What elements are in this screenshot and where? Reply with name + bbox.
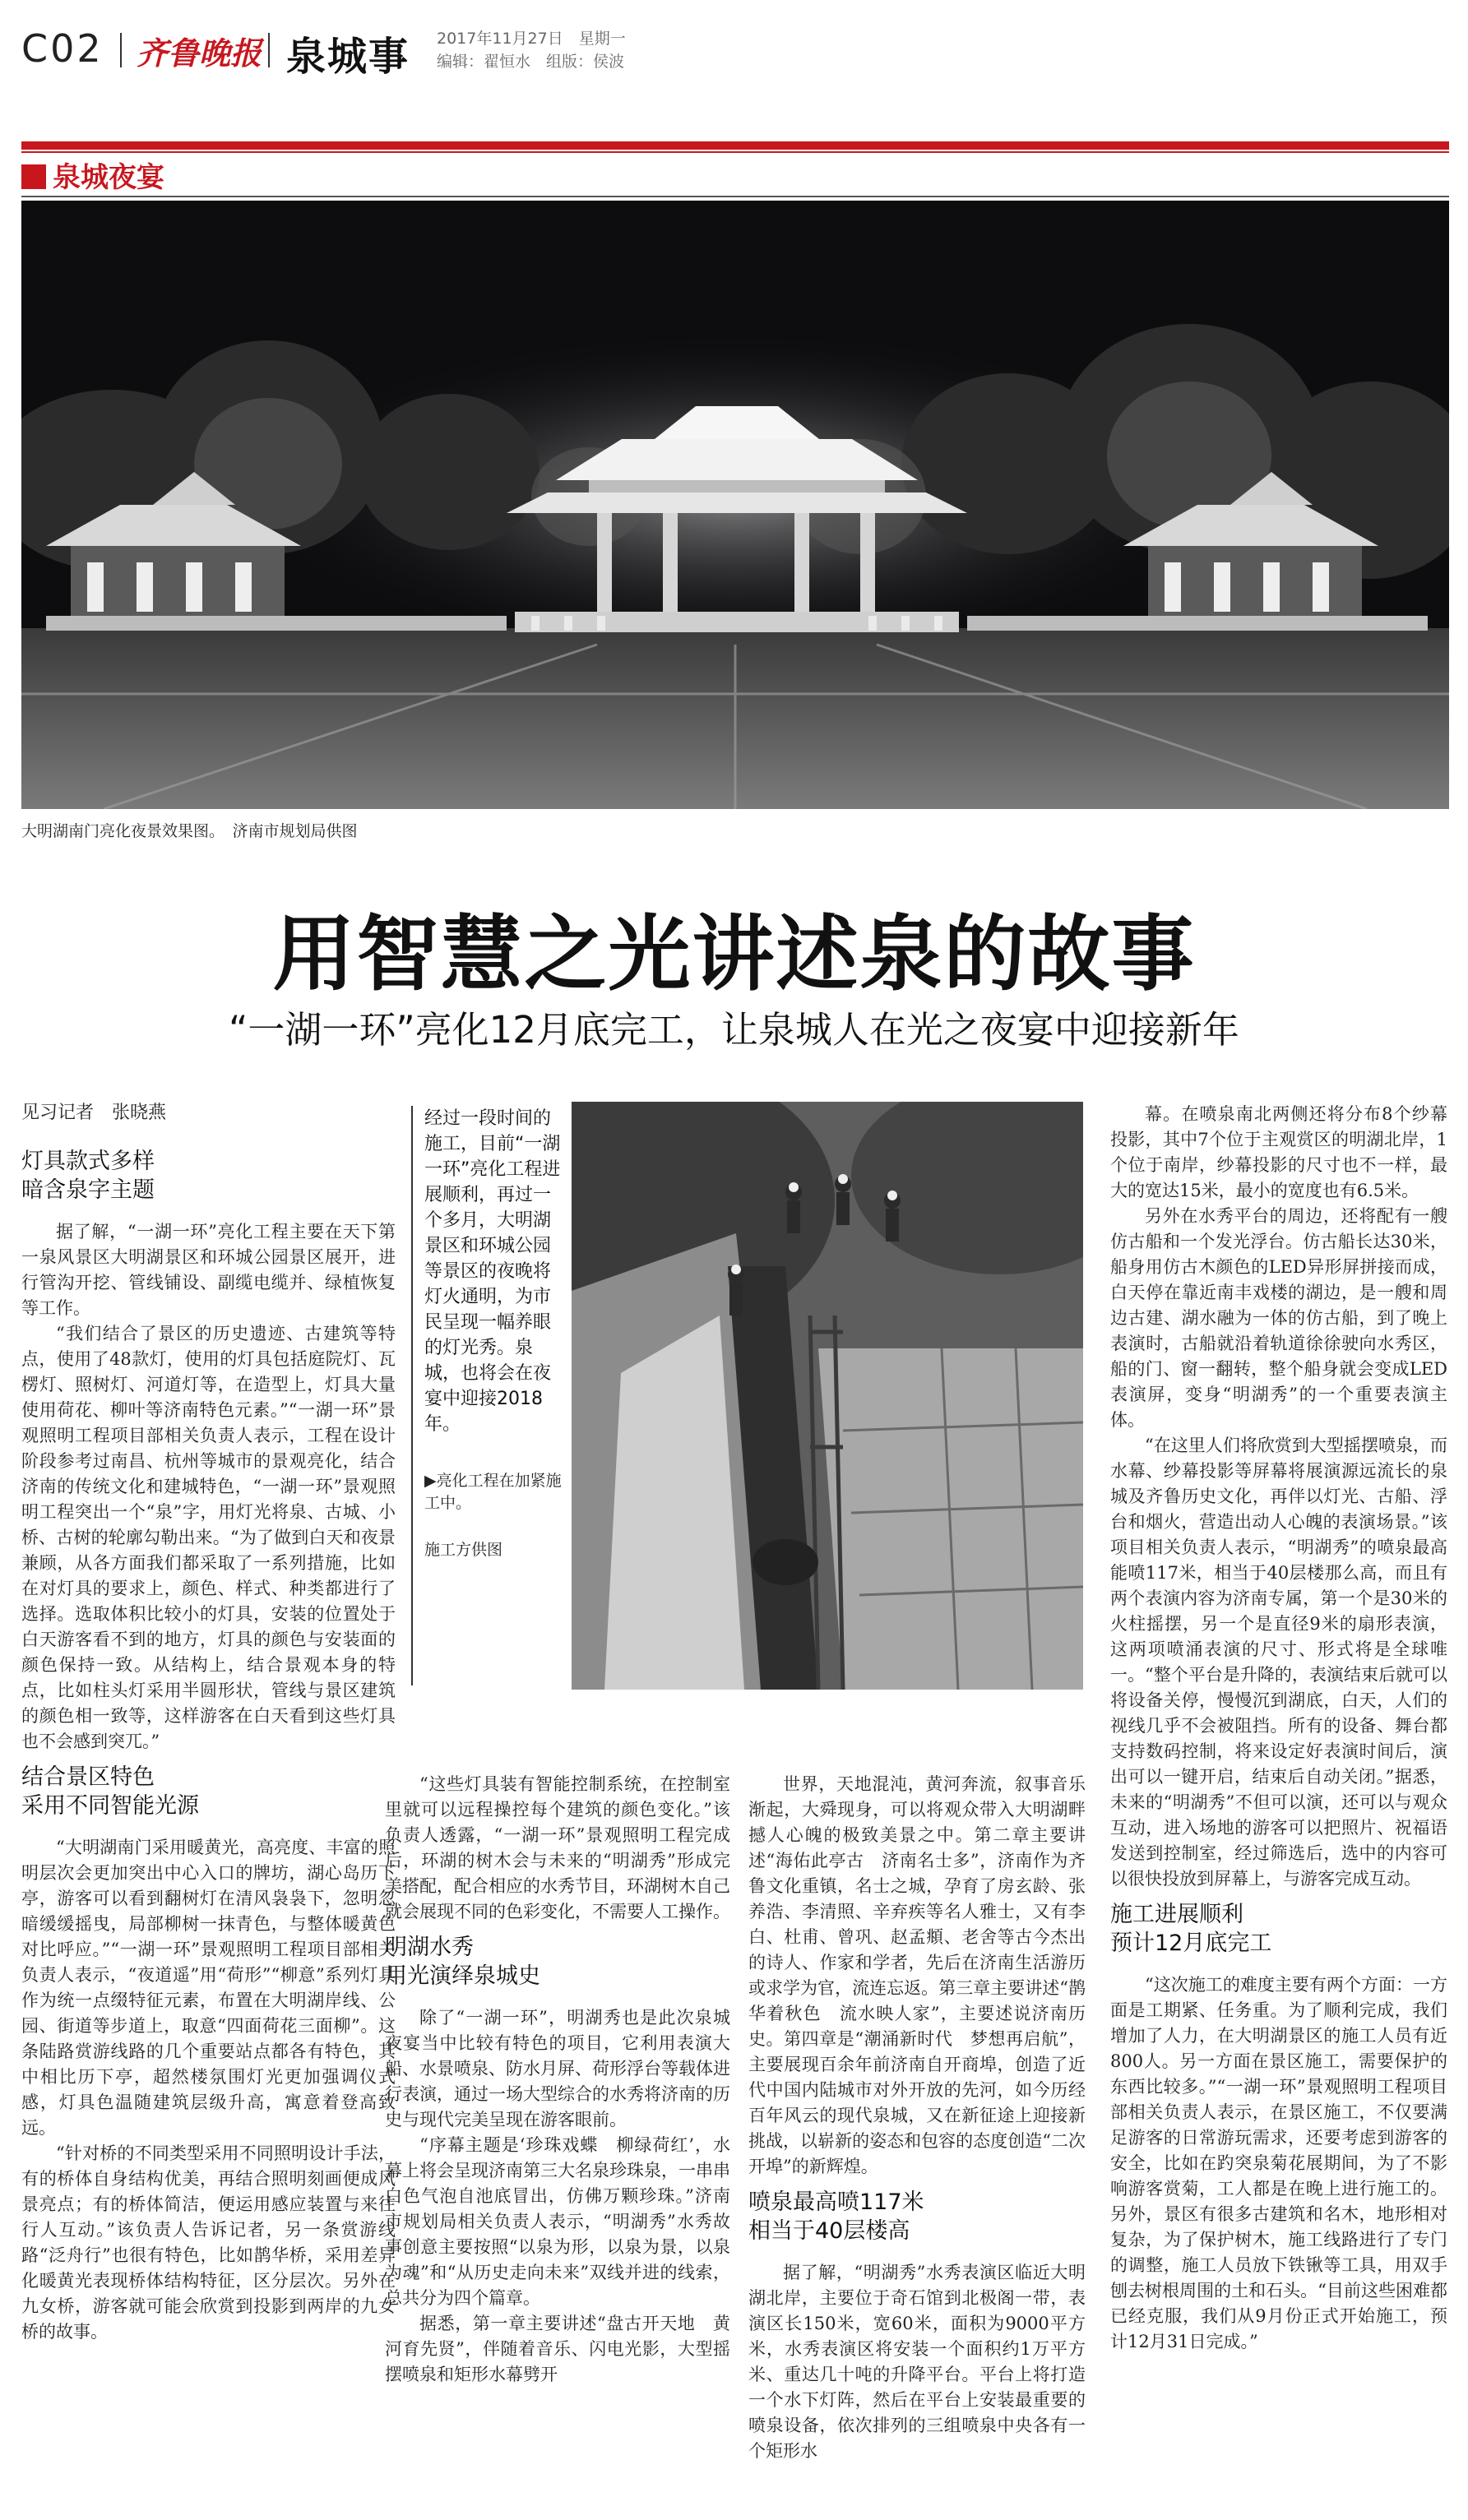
photo-credit: 施工方供图	[424, 1541, 503, 1559]
byline: 见习记者 张晓燕	[21, 1103, 167, 1123]
hero-caption: 大明湖南门亮化夜景效果图。 济南市规划局供图	[21, 822, 358, 840]
section-subtitle: 结合景区特色 采用不同智能光源	[21, 1764, 199, 1819]
lede-box	[411, 1106, 563, 1685]
section-subtitle: 施工进展顺利 预计12月底完工	[1110, 1902, 1272, 1956]
body-paragraph: “这次施工的难度主要有两个方面：一方面是工期紧、任务重。为了顺利完成，我们增加了人力，在大明湖景区的施工人员有近800人。另一方面在景区施工，需要保护的东西比较多。”“一湖一环”景观照明工程项目部相关负责人表示，在景区施工，不仅要满足游客的日常游玩需求，还要考虑到游客的安全，比如在趵突泉菊花展期间，为了不影响游客赏菊，工人都是在晚上进行施工的。另外，景区有很多古建筑和名木，地形相对复杂，为了保护树木，施工线路进行了专门的调整，施工人员放下铁锹等工具，用双手刨去树根周围的土和石头。“目前这些困难都已经克服，我们从9月份正式开始施工，预计12月31日完成。”	[1110, 1975, 1447, 2351]
body-paragraph: 据了解，“一湖一环”亮化工程主要在天下第一泉风景区大明湖景区和环城公园景区展开，进行管沟开挖、管线铺设、副缆电缆并、绿植恢复等工作。	[21, 1222, 396, 1318]
body-paragraph: 除了“一湖一环”，明湖秀也是此次泉城夜宴当中比较有特色的项目，它利用表演大船、水景喷泉、防水月屏、荷形浮台等载体进行表演，通过一场大型综合的水秀将济南的历史与现代完美呈现在游客眼前。	[385, 2008, 730, 2129]
masthead	[21, 21, 1452, 79]
column-rule	[21, 196, 1449, 197]
article-column-4	[1110, 1102, 1447, 2355]
construction-photo	[572, 1102, 1083, 1690]
construction-scene	[572, 1102, 1083, 1690]
body-paragraph: “我们结合了景区的历史遗迹、古建筑等特点，使用了48款灯，使用的灯具包括庭院灯、瓦楞灯、照树灯、河道灯等，在造型上，灯具大量使用荷花、柳叶等济南特色元素。”“一湖一环”景观照明工程项目部相关负责人表示，工程在设计阶段参考过南昌、杭州等城市的景观亮化，结合济南的传统文化和建城特色，“一湖一环”景观照明工程突出一个“泉”字，用灯光将泉、古城、小桥、古树的轮廓勾勒出来。“为了做到白天和夜景兼顾，从各方面我们都采取了一系列措施，比如在对灯具的要求上，颜色、样式、种类都进行了选择。选取体积比较小的灯具，安装的位置处于白天游客看不到的地方，灯具的颜色与安装面的颜色保持一致。从结构上，结合景观本身的特点，比如柱头灯采用半圆形状，管线与景区建筑的颜色相一致等，这样游客在白天看到这些灯具也不会感到突兀。”	[21, 1324, 396, 1751]
article-column-2	[385, 1772, 730, 2388]
section-title: 泉城事	[286, 34, 410, 80]
photo-caption: ▶亮化工程在加紧施工中。	[424, 1472, 562, 1512]
divider	[268, 33, 270, 67]
article-column-1	[21, 1139, 396, 2345]
body-paragraph: “大明湖南门采用暖黄光，高亮度、丰富的照明层次会更加突出中心入口的牌坊，湖心岛历下亭，游客可以看到翻树灯在清风袅袅下，忽明忽暗缓缓摇曳，局部柳树一抹青色，与整体暖黄色对比呼应。”“一湖一环”景观照明工程项目部相关负责人表示，“夜道遥”用“荷形”“柳意”系列灯具作为统一点缀特征元素，布置在大明湖岸线、公园、街道等步道上，取意“四面荷花三面柳”。这条陆路赏游线路的几个重要站点都各有特色，其中相比历下亭，超然楼氛围灯光更加强调仪式感，灯具色温随建筑层级升高，寓意着登高致远。	[21, 1838, 396, 2138]
red-square-icon	[21, 164, 46, 189]
body-paragraph: 幕。在喷泉南北两侧还将分布8个纱幕投影，其中7个位于主观赏区的明湖北岸，1个位于南岸，纱幕投影的尺寸也不一样，最大的宽达15米，最小的宽度也有6.5米。	[1110, 1104, 1447, 1200]
body-paragraph: 世界，天地混沌，黄河奔流，叙事音乐渐起，大舜现身，可以将观众带入大明湖畔撼人心魄的极致美景之中。第二章主要讲述“海佑此亭古 济南名士多”，济南作为齐鲁文化重镇，名士之城，孕育了房玄龄、张养浩、李清照、辛弃疾等名人雅士，又有李白、杜甫、曾巩、赵孟頫、老舍等古今杰出的诗人、作家和学者，先后在济南生活游历或求学为官，流连忘返。第三章主要讲述“鹊华着秋色 流水映人家”，主要述说济南历史。第四章是“潮涌新时代 梦想再启航”，主要展现百余年前济南自开商埠，创造了近代中国内陆城市对外开放的先河，如今历经百年风云的现代泉城，又在新征途上迎接新挑战，以崭新的姿态和包容的态度创造“二次开埠”的新辉煌。	[748, 1774, 1086, 2176]
section-subtitle: 明湖水秀 用光演绎泉城史	[385, 1935, 540, 1989]
lede-text: 经过一段时间的施工，目前“一湖一环”亮化工程进展顺利，再过一个多月，大明湖景区和环城公园等景区的夜晚将灯火通明，为市民呈现一幅养眼的灯光秀。泉城，也将会在夜宴中迎接2018年。	[424, 1108, 561, 1435]
body-paragraph: “针对桥的不同类型采用不同照明设计手法，有的桥体自身结构优美，再结合照明刻画便成风景亮点；有的桥体简洁，便运用感应装置与来往行人互动。”该负责人告诉记者，另一条赏游线路“泛舟行”也很有特色，比如鹊华桥，采用差异化暖黄光表现桥体结构特征，区分层次。另外在九女桥，游客就可能会欣赏到投影到两岸的九女桥的故事。	[21, 2143, 396, 2342]
body-paragraph: “这些灯具装有智能控制系统，在控制室里就可以远程操控每个建筑的颜色变化。”该负责人透露，“一湖一环”景观照明工程完成后，环湖的树木会与未来的“明湖秀”形成完美搭配，配合相应的水秀节目，环湖树木自己就会展现不同的色彩变化，不需要人工操作。	[385, 1774, 730, 1921]
section-subtitle: 灯具款式多样 暗含泉字主题	[21, 1149, 155, 1203]
divider	[120, 33, 122, 67]
body-paragraph: 据悉，第一章主要讲述“盘古开天地 黄河育先贤”，伴随着音乐、闪电光影，大型摇摆喷泉和矩形水幕劈开	[385, 2314, 730, 2384]
page-number: C02	[21, 26, 104, 71]
body-paragraph: “在这里人们将欣赏到大型摇摆喷泉，而水幕、纱幕投影等屏幕将展演源远流长的泉城及齐鲁历史文化，再伴以灯光、古船、浮台和烟火，营造出动人心魄的表演场景。”该项目相关负责人表示，“明湖秀”的喷泉最高能喷117米，相当于40层楼那么高，而且有两个表演内容为济南专属，第一个是30米的火柱摇摆，另一个是直径9米的扇形表演，这两项喷涌表演的尺寸、形式将是全球唯一。“整个平台是升降的，表演结束后就可以将设备关停，慢慢沉到湖底，白天，人们的视线几乎不会被阻挡。所有的设备、舞台都支持数码控制，将来设定好表演时间后，演出可以一键开启，结束后自动关闭。”据悉，未来的“明湖秀”不但可以演，还可以与观众互动，进入场地的游客可以把照片、祝福语发送到控制室，经过筛选后，选中的内容可以很快投放到屏幕上，与游客完成互动。	[1110, 1436, 1447, 1889]
article-column-3	[748, 1772, 1086, 2464]
subheadline: “一湖一环”亮化12月底完工，让泉城人在光之夜宴中迎接新年	[229, 1008, 1239, 1052]
top-red-rule	[21, 141, 1449, 150]
editors-line: 编辑：翟恒水 组版：侯波	[437, 53, 625, 71]
headline: 用智慧之光讲述泉的故事	[272, 906, 1196, 1002]
top-red-rule-thin	[21, 151, 1449, 153]
body-paragraph: 据了解，“明湖秀”水秀表演区临近大明湖北岸，主要位于奇石馆到北极阁一带，表演区长150米，宽60米，面积为9000平方米，水秀表演区将安装一个面积约1万平方米、重达几十吨的升降平台。平台上将打造一个水下灯阵，然后在平台上安装最重要的喷泉设备，依次排列的三组喷泉中央各有一个矩形水	[748, 2263, 1086, 2461]
issue-date: 2017年11月27日 星期一	[437, 30, 626, 48]
section-subtitle: 喷泉最高喷117米 相当于40层楼高	[748, 2189, 924, 2244]
column-tag-label: 泉城夜宴	[53, 161, 164, 194]
newspaper-logo: 齐鲁晚报	[137, 35, 262, 72]
body-paragraph: “序幕主题是‘珍珠戏蝶 柳绿荷红’，水幕上将会呈现济南第三大名泉珍珠泉，一串串白色气泡自池底冒出，仿佛万颗珍珠。”济南市规划局相关负责人表示，“明湖秀”水秀故事创意主要按照“以泉为形，以泉为景，以泉为魂”和“从历史走向未来”双线并进的线索，总共分为四个篇章。	[385, 2135, 730, 2308]
column-tag	[21, 155, 164, 195]
hero-night-photo	[21, 201, 1449, 809]
body-paragraph: 另外在水秀平台的周边，还将配有一艘仿古船和一个发光浮台。仿古船长达30米，船身用仿古木颜色的LED异形屏拼接而成，白天停在靠近南丰戏楼的湖边，是一艘和周边古建、湖水融为一体的仿古船，到了晚上表演时，古船就沿着轨道徐徐驶向水秀区，船的门、窗一翻转，整个船身就会变成LED表演屏，变身“明湖秀”的一个重要表演主体。	[1110, 1206, 1447, 1430]
night-gate-illustration	[21, 201, 1449, 809]
